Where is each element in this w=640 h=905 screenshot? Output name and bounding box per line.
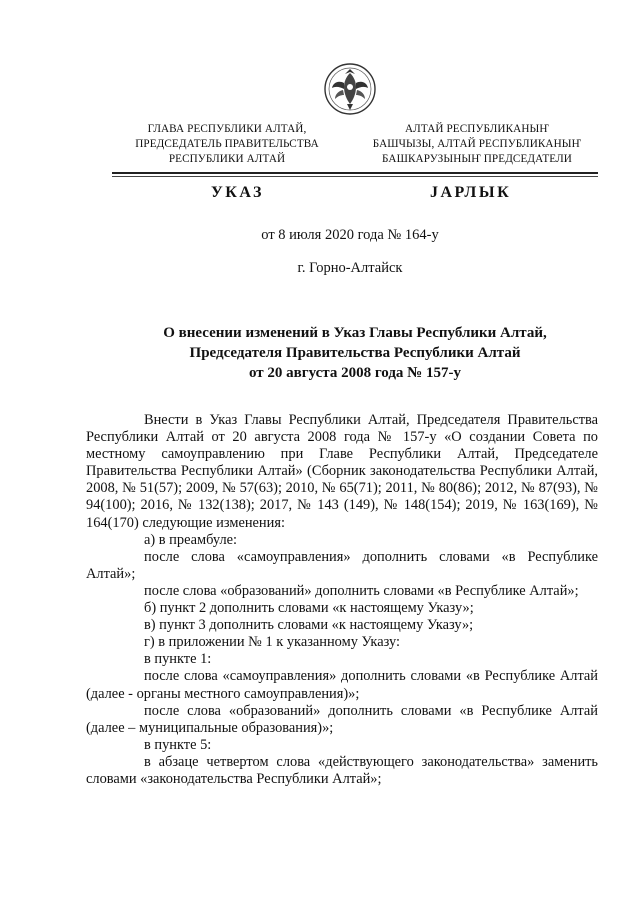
header-divider-thin xyxy=(112,176,598,177)
body-paragraph: после слова «самоуправления» дополнить словами «в Республике Алтай»; xyxy=(86,548,598,582)
header-divider-thick xyxy=(112,172,598,174)
header-left-line-3: РЕСПУБЛИКИ АЛТАЙ xyxy=(168,153,286,165)
body-paragraph: в пункте 1: xyxy=(144,651,212,668)
body-paragraph: в пункте 5: xyxy=(144,736,212,753)
header-left-line-1: ГЛАВА РЕСПУБЛИКИ АЛТАЙ, xyxy=(147,123,307,135)
header-left-block xyxy=(112,122,342,167)
header-right-line-3: БАШКАРУЗЫНЫҤ ПРЕДСЕДАТЕЛИ xyxy=(382,153,572,165)
body-paragraph: в) пункт 3 дополнить словами «к настоящему Указу»; xyxy=(144,617,474,634)
header-right-line-2: БАШЧЫЗЫ, АЛТАЙ РЕСПУБЛИКАНЫҤ xyxy=(372,138,582,150)
body-paragraph: после слова «образований» дополнить словами «в Республике Алтай (далее – муниципальные образования)»; xyxy=(86,702,598,736)
document-date-number: от 8 июля 2020 года № 164-у xyxy=(261,227,439,243)
doc-type-altai: JАРЛЫК xyxy=(430,184,512,201)
doc-type-russian: УКАЗ xyxy=(211,184,264,201)
coat-of-arms-emblem xyxy=(323,56,377,122)
document-subject xyxy=(112,323,598,383)
document-body xyxy=(86,412,598,788)
body-paragraph: после слова «образований» дополнить словами «в Республике Алтай»; xyxy=(144,582,579,599)
body-paragraph: б) пункт 2 дополнить словами «к настоящему Указу»; xyxy=(144,600,474,617)
body-paragraph: г) в приложении № 1 к указанному Указу: xyxy=(144,634,400,651)
subject-line-3: от 20 августа 2008 года № 157-у xyxy=(249,365,461,381)
subject-line-1: О внесении изменений в Указ Главы Республики Алтай, xyxy=(163,325,547,341)
body-paragraph: Внести в Указ Главы Республики Алтай, Председателя Правительства Республики Алтай от 20 августа 2008 года № 157-у «О создании Совета по местному самоуправлению при Главе Республики Алтай, Председателе Правительства Республики Алтай» (Сборник законодательства Республики Алтай, 2008, № 51(57); 2009, № 57(63); 2010, № 65(71); 2011, № 80(86); 2012, № 87(93), № 94(100); 2016, № 132(138); 2017, № 143 (149), № 148(154); 2019, № 163(169), № 164(170) следующие изменения: xyxy=(86,412,598,531)
body-paragraph: а) в преамбуле: xyxy=(144,531,238,548)
header-right-block xyxy=(352,122,602,167)
subject-line-2: Председателя Правительства Республики Алтай xyxy=(189,345,521,361)
document-city: г. Горно-Алтайск xyxy=(297,260,403,276)
header-left-line-2: ПРЕДСЕДАТЕЛЬ ПРАВИТЕЛЬСТВА xyxy=(135,138,319,150)
body-paragraph: после слова «самоуправления» дополнить словами «в Республике Алтай (далее - органы местного самоуправления)»; xyxy=(86,668,598,702)
header-right-line-1: АЛТАЙ РЕСПУБЛИКАНЫҤ xyxy=(404,123,550,135)
body-paragraph: в абзаце четвертом слова «действующего законодательства» заменить словами «законодательства Республики Алтай»; xyxy=(86,753,598,787)
